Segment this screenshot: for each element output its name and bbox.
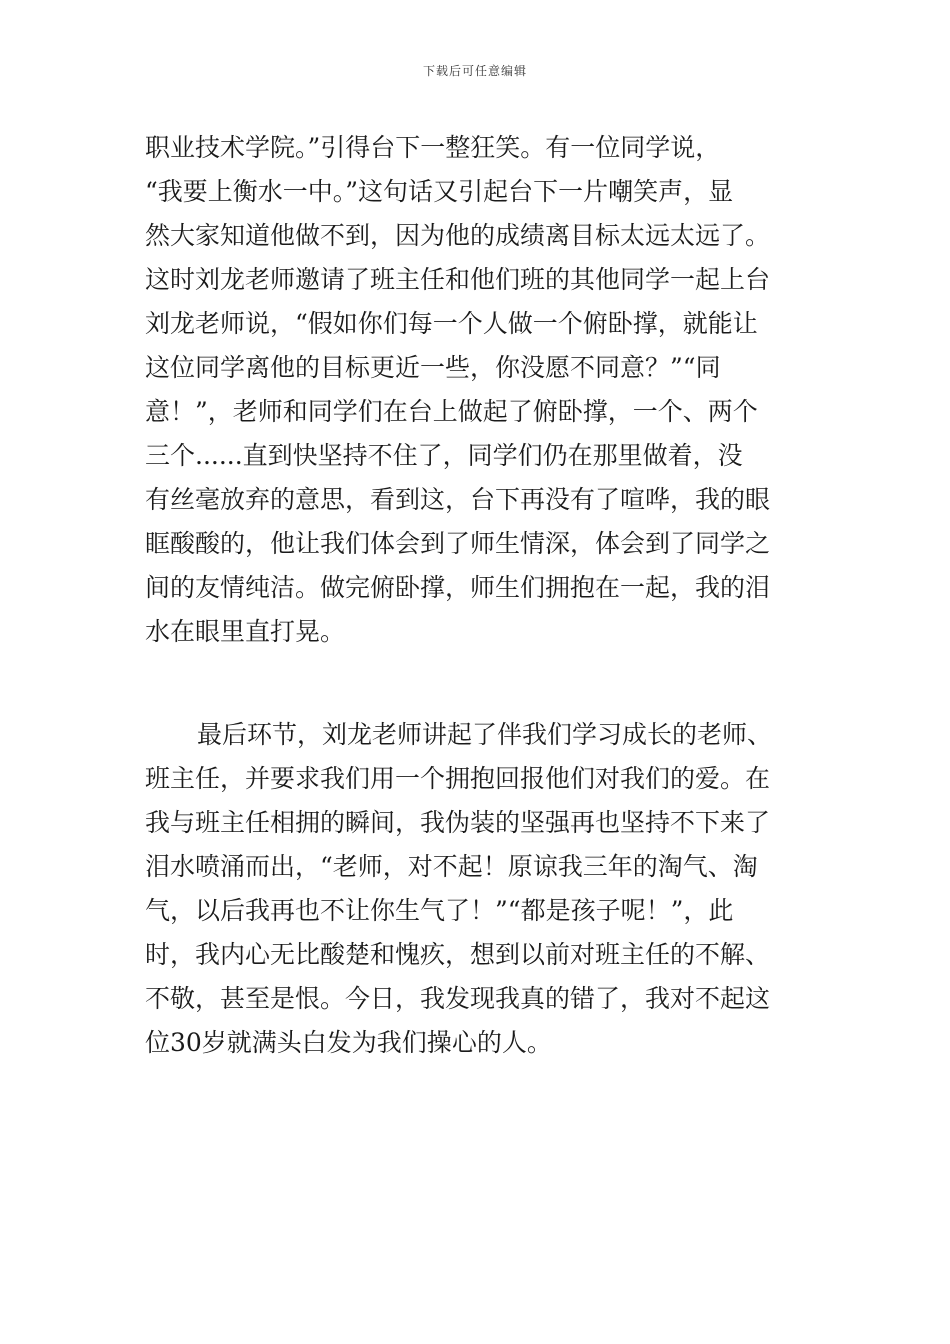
text-line: 不敬，甚至是恨。今日，我发现我真的错了，我对不起这 <box>145 984 771 1013</box>
text-line: 间的友情纯洁。做完俯卧撑，师生们拥抱在一起，我的泪 <box>145 573 771 602</box>
text-line: 时，我内心无比酸楚和愧疚，想到以前对班主任的不解、 <box>145 940 771 969</box>
text-line: 刘龙老师说，“假如你们每一个人做一个俯卧撑，就能让 <box>145 309 758 338</box>
text-line: 位30岁就满头白发为我们操心的人。 <box>145 1028 552 1057</box>
text-line: 泪水喷涌而出，“老师，对不起！原谅我三年的淘气、淘 <box>145 852 758 881</box>
paragraph-2 <box>145 713 810 1065</box>
text-line: “我要上衡水一中。”这句话又引起台下一片嘲笑声，显 <box>145 177 734 206</box>
paragraph-gap <box>145 654 810 713</box>
text-line: 意！”，老师和同学们在台上做起了俯卧撑，一个、两个 <box>145 397 758 426</box>
text-line: 有丝毫放弃的意思，看到这，台下再没有了喧哗，我的眼 <box>145 485 771 514</box>
text-line: 水在眼里直打晃。 <box>145 617 346 646</box>
text-line: 这位同学离他的目标更近一些，你没愿不同意？”“同 <box>145 353 721 382</box>
text-line: 这时刘龙老师邀请了班主任和他们班的其他同学一起上台 <box>145 265 771 294</box>
text-line: 最后环节，刘龙老师讲起了伴我们学习成长的老师、 <box>197 720 773 749</box>
text-line: 然大家知道他做不到，因为他的成绩离目标太远太远了。 <box>145 221 771 250</box>
text-line: 我与班主任相拥的瞬间，我伪装的坚强再也坚持不下来了 <box>145 808 771 837</box>
text-line: 班主任，并要求我们用一个拥抱回报他们对我们的爱。在 <box>145 764 771 793</box>
text-line: 眶酸酸的，他让我们体会到了师生情深，体会到了同学之 <box>145 529 771 558</box>
text-line: 职业技术学院。”引得台下一整狂笑。有一位同学说， <box>145 133 721 162</box>
text-line: 气，以后我再也不让你生气了！”“都是孩子呢！”，此 <box>145 896 734 925</box>
text-line: 三个......直到快坚持不住了，同学们仍在那里做着，没 <box>145 441 743 470</box>
paragraph-1 <box>145 126 810 654</box>
page-header-note: 下载后可任意编辑 <box>422 64 527 78</box>
document-body <box>145 126 810 1065</box>
